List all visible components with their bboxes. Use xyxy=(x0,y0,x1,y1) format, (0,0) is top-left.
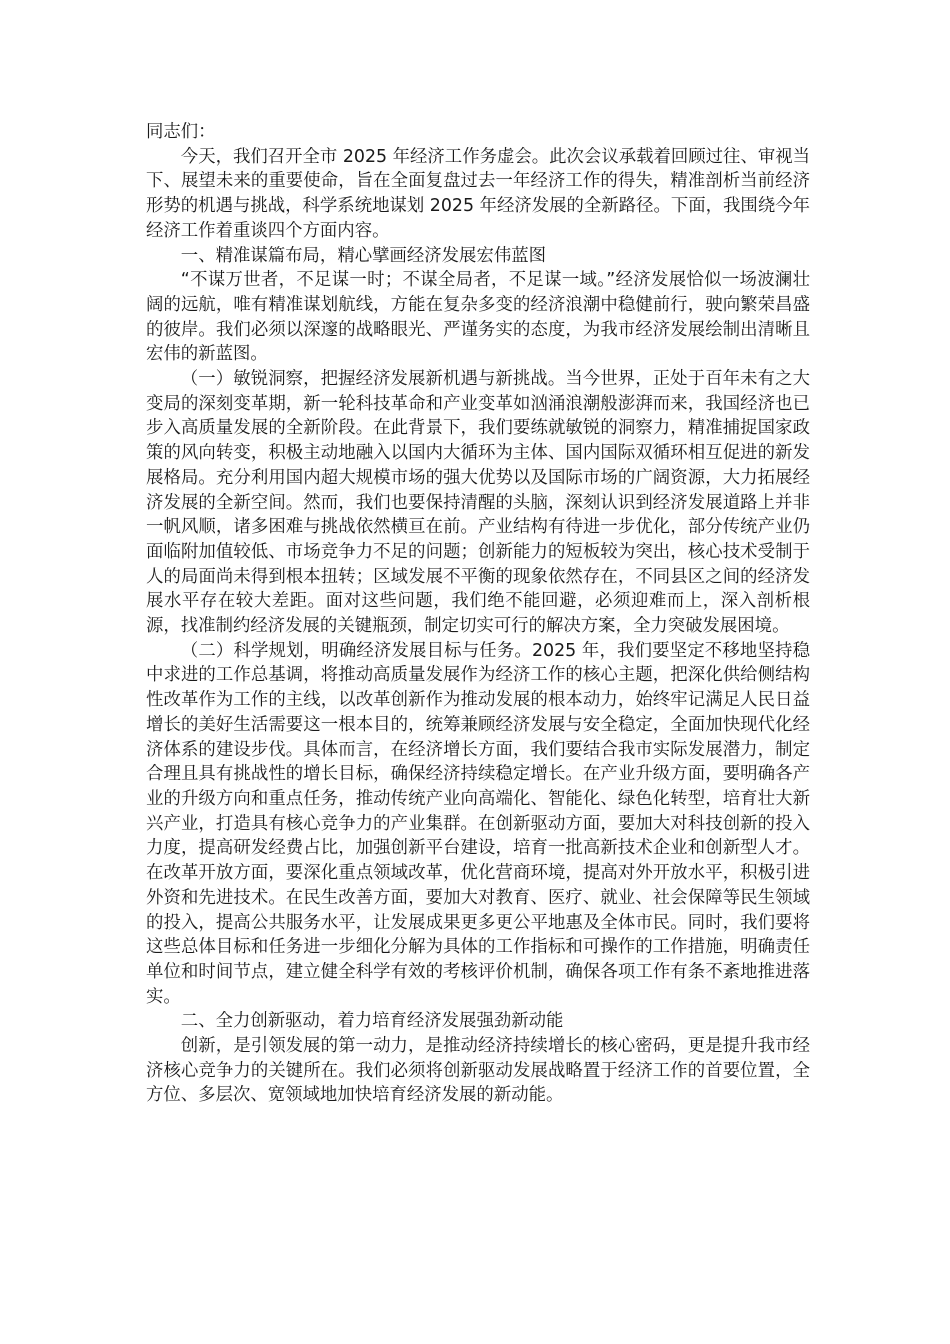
document-body xyxy=(146,120,810,1108)
section-heading: 二、全力创新驱动，着力培育经济发展强劲新动能 xyxy=(180,1011,564,1032)
body-paragraph: “不谋万世者，不足谋一时；不谋全局者，不足谋一域。”经济发展恰似一场波澜壮阔的远航，唯有精准谋划航线，方能在复杂多变的经济浪潮中稳健前行，驶向繁荣昌盛的彼岸。我们必须以深邃的战略眼光、严谨务实的态度，为我市经济发展绘制出清晰且宏伟的新蓝图。 xyxy=(146,270,810,365)
body-paragraph: （二）科学规划，明确经济发展目标与任务。2025 年，我们要坚定不移地坚持稳中求进的工作总基调，将推动高质量发展作为经济工作的核心主题，把深化供给侧结构性改革作为工作的主线，以改革创新作为推动发展的根本动力，始终牢记满足人民日益增长的美好生活需要这一根本目的，统筹兼顾经济发展与安全稳定，全面加快现代化经济体系的建设步伐。具体而言，在经济增长方面，我们要结合我市实际发展潜力，制定合理且具有挑战性的增长目标，确保经济持续稳定增长。在产业升级方面，要明确各产业的升级方向和重点任务，推动传统产业向高端化、智能化、绿色化转型，培育壮大新兴产业，打造具有核心竞争力的产业集群。在创新驱动方面，要加大对科技创新的投入力度，提高研发经费占比，加强创新平台建设，培育一批高新技术企业和创新型人才。在改革开放方面，要深化重点领域改革，优化营商环境，提高对外开放水平，积极引进外资和先进技术。在民生改善方面，要加大对教育、医疗、就业、社会保障等民生领域的投入，提高公共服务水平，让发展成果更多更公平地惠及全体市民。同时，我们要将这些总体目标和任务进一步细化分解为具体的工作指标和可操作的工作措施，明确责任单位和时间节点，建立健全科学有效的考核评价机制，确保各项工作有条不紊地推进落实。 xyxy=(146,640,810,1007)
body-paragraph: （一）敏锐洞察，把握经济发展新机遇与新挑战。当今世界，正处于百年未有之大变局的深刻变革期，新一轮科技革命和产业变革如汹涌浪潮般澎湃而来，我国经济也已步入高质量发展的全新阶段。在此背景下，我们要练就敏锐的洞察力，精准捕捉国家政策的风向转变，积极主动地融入以国内大循环为主体、国内国际双循环相互促进的新发展格局。充分利用国内超大规模市场的强大优势以及国际市场的广阔资源，大力拓展经济发展的全新空间。然而，我们也要保持清醒的头脑，深刻认识到经济发展道路上并非一帆风顺，诸多困难与挑战依然横亘在前。产业结构有待进一步优化，部分传统产业仍面临附加值较低、市场竞争力不足的问题；创新能力的短板较为突出，核心技术受制于人的局面尚未得到根本扭转；区域发展不平衡的现象依然存在，不同县区之间的经济发展水平存在较大差距。面对这些问题，我们绝不能回避，必须迎难而上，深入剖析根源，找准制约经济发展的关键瓶颈，制定切实可行的解决方案，全力突破发展困境。 xyxy=(146,369,810,637)
salutation: 同志们： xyxy=(146,122,216,142)
body-paragraph: 创新，是引领发展的第一动力，是推动经济持续增长的核心密码，更是提升我市经济核心竞争力的关键所在。我们必须将创新驱动发展战略置于经济工作的首要位置，全方位、多层次、宽领域地加快培育经济发展的新动能。 xyxy=(146,1036,810,1106)
section-heading: 一、精准谋篇布局，精心擘画经济发展宏伟蓝图 xyxy=(180,245,547,266)
body-paragraph: 今天，我们召开全市 2025 年经济工作务虚会。此次会议承载着回顾过往、审视当下、展望未来的重要使命，旨在全面复盘过去一年经济工作的得失，精准剖析当前经济形势的机遇与挑战，科学系统地谋划 2025 年经济发展的全新路径。下面，我围绕今年经济工作着重谈四个方面内容。 xyxy=(146,146,811,241)
